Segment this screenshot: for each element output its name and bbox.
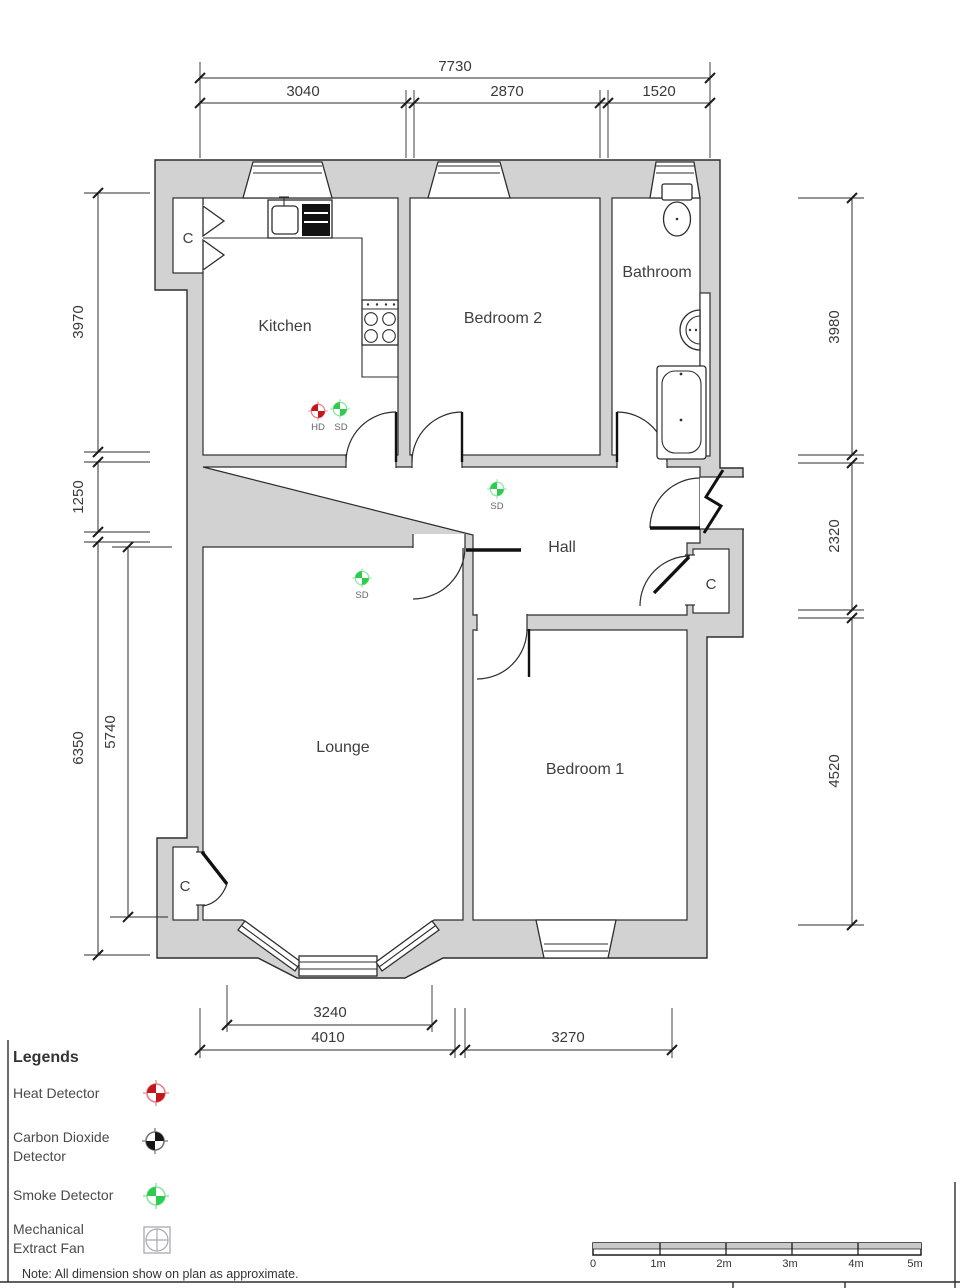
walls: [155, 160, 743, 978]
hd-mark: HD: [311, 422, 325, 433]
legend-fan-label2: Extract Fan: [13, 1240, 85, 1256]
kitchen-window: [243, 162, 332, 198]
kitchen-hob: [362, 300, 398, 345]
scale-3m: 3m: [782, 1258, 798, 1270]
scale-5m: 5m: [907, 1258, 923, 1270]
dim-lounge-width: 4010: [311, 1029, 345, 1046]
dim-right-upper: 3980: [826, 310, 843, 344]
legend-heat-label: Heat Detector: [13, 1085, 100, 1101]
label-kitchen: Kitchen: [258, 318, 312, 335]
mechanical-extract-fan-icon: [144, 1227, 170, 1253]
dim-left-upper: 3970: [70, 305, 87, 339]
label-bathroom: Bathroom: [622, 264, 692, 281]
kitchen-drainer: [302, 204, 330, 236]
toilet: [662, 184, 692, 236]
scale-1m: 1m: [650, 1258, 666, 1270]
dimensions-right: [798, 193, 864, 930]
label-cupboard-hall: C: [705, 576, 717, 593]
legend-fan-label: Mechanical: [13, 1221, 84, 1237]
sd-mark: SD: [490, 501, 504, 512]
legend-co2-label2: Detector: [13, 1148, 66, 1164]
legend-smoke-label: Smoke Detector: [13, 1187, 114, 1203]
label-hall: Hall: [548, 539, 576, 556]
dim-right-lower: 4520: [826, 754, 843, 788]
label-cupboard-lounge: C: [179, 878, 191, 895]
smoke-detector-icon: [143, 1183, 169, 1209]
dim-left-lower-inner: 5740: [102, 715, 119, 749]
dim-kitchen-width: 3040: [286, 83, 320, 100]
legend-co2-label: Carbon Dioxide: [13, 1129, 110, 1145]
note-text: Note: All dimension show on plan as approximate.: [22, 1267, 299, 1281]
bathtub: [657, 366, 706, 459]
dim-left-lower-outer: 6350: [70, 731, 87, 765]
sd-mark: SD: [355, 590, 369, 601]
legend: [8, 1040, 299, 1282]
dim-bedroom1-width: 3270: [551, 1029, 585, 1046]
legend-title: Legends: [13, 1049, 79, 1066]
kitchen-sink: [268, 197, 332, 238]
dim-bay-width: 3240: [313, 1004, 347, 1021]
label-cupboard-kitchen: C: [182, 230, 194, 247]
scale-0: 0: [589, 1258, 597, 1270]
sd-mark: SD: [334, 422, 348, 433]
scale-bar: [590, 1243, 923, 1270]
dim-bathroom-width: 1520: [642, 83, 676, 100]
dim-right-mid: 2320: [826, 519, 843, 553]
bedroom1-window: [536, 920, 616, 958]
label-bedroom1: Bedroom 1: [545, 761, 625, 778]
label-bedroom2: Bedroom 2: [463, 310, 543, 327]
dimensions-top: [195, 58, 715, 158]
bedroom2-window: [428, 162, 510, 198]
scale-2m: 2m: [716, 1258, 732, 1270]
carbon-dioxide-detector-icon: [142, 1128, 168, 1154]
label-lounge: Lounge: [316, 739, 370, 756]
dimensions-bottom: [195, 985, 677, 1058]
dim-overall-width: 7730: [438, 58, 472, 75]
dim-bedroom2-width: 2870: [490, 83, 524, 100]
scale-4m: 4m: [848, 1258, 864, 1270]
heat-detector-icon: [143, 1080, 169, 1106]
dim-left-mid: 1250: [70, 480, 87, 514]
